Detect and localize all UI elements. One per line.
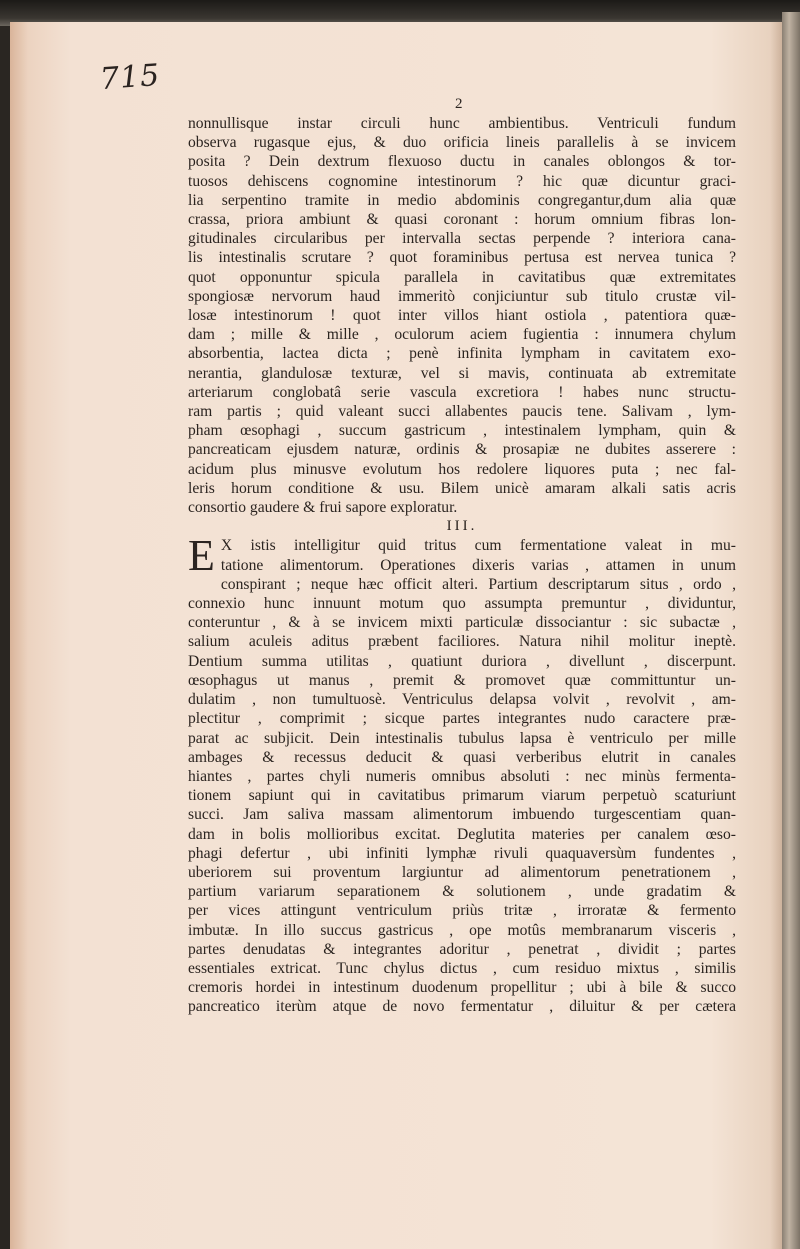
text-line: per vices attingunt ventriculum priùs tritæ , irroratæ & fermento [188,902,736,920]
text-line: pancreatico iterùm atque de novo fermentatur , diluitur & per cætera [188,998,736,1016]
text-line: lis intestinalis scrutare ? quot foraminibus pertusa est nervea tunica ? [188,249,736,267]
text-line: crassa, priora ambiunt & quasi coronant : horum omnium fibras lon- [188,211,736,229]
text-line: salium aculeis aditus præbent faciliores. Natura nihil molitur ineptè. [188,633,736,651]
handwritten-note: 715 [98,57,162,98]
text-line: conteruntur , & à se invicem mixti particulæ dissociantur : sic subactæ , [188,614,736,632]
text-line: nonnullisque instar circuli hunc ambientibus. Ventriculi fundum [188,115,736,132]
text-line: absorbentia, lactea dicta ; penè infinita lympham in cavitatem exo- [188,345,736,363]
text-line: pancreaticam ejusdem naturæ, ordinis & prosapiæ ne dubites asserere : [188,441,736,459]
text-line: losæ intestinorum ! quot inter villos hiant ostiola , patentiora quæ- [188,307,736,325]
text-line: Dentium summa utilitas , quatiunt duriora , divellunt , discerpunt. [188,652,736,670]
paragraph-1 [188,114,736,517]
text-line: connexio hunc innuunt motum quo assumpta premuntur , dividuntur, [188,595,736,613]
text-line: partes denudatas & integrantes adoritur , penetrat , dividit ; partes [188,940,736,958]
text-line: œsophagus ut manus , premit & promovet quæ committuntur un- [188,671,736,689]
text-line: gitudinales circularibus per intervalla sectas perpende ? interiora cana- [188,230,736,248]
section-heading: III. [446,518,478,535]
text-line: tionem sapiunt qui in cavitatibus primarum viarum perpetuò scaturiunt [188,787,736,805]
text-line: consortio gaudere & frui sapore exploratur. [188,499,458,517]
text-line: cremoris hordei in intestinum duodenum propellitur ; ubi à bile & succo [188,979,736,997]
text-line: essentiales extricat. Tunc chylus dictus , cum residuo mixtus , similis [188,959,736,977]
text-line: uberiorem sui proventum largiuntur ad alimentorum penetrationem , [188,863,736,881]
text-line: observa rugasque ejus, & duo orificia lineis parallelis à se invicem [188,134,736,152]
text-line: arteriarum conglobatâ serie vascula excretiora ! habes nunc structu- [188,383,736,401]
text-line: partium variarum separationem & solutionem , unde gradatim & [188,883,736,901]
text-line: dam in bolis mollioribus excitat. Deglutita materies per canalem œso- [188,825,736,843]
text-line: ambages & recessus deducit & quasi verberibus elutrit in canales [188,748,736,766]
paragraph-2 [188,531,736,1016]
text-line: imbutæ. In illo succus gastricus , ope motûs membranarum visceris , [188,921,736,939]
text-line: succi. Jam saliva massam alimentorum imbuendo turgescentiam quan- [188,806,736,824]
paragraph-2-opening [188,531,736,581]
text-line: dam ; mille & mille , oculorum aciem fugientia : innumera chylum [188,326,736,344]
text-line: plectitur , comprimit ; sicque partes integrantes nudo caractere præ- [188,710,736,728]
drop-cap: E [188,531,215,581]
text-line: spongiosæ nervorum haud immeritò conjiciuntur sub titulo crustæ vil- [188,287,736,305]
text-line: X istis intelligitur quid tritus cum fermentatione valeat in mu- [220,537,736,555]
body-text [188,114,736,1017]
text-line: hiantes , partes chyli numeris omnibus absoluti : nec minùs fermenta- [188,767,736,785]
page-stack-edge [782,12,800,1249]
text-line: quot opponuntur spicula parallela in cavitatibus quæ extremitates [188,268,736,286]
text-line: pham œsophagi , succum gastricum , intestinalem lympham, quin & [188,422,736,440]
text-line: phagi defertur , ubi infiniti lymphæ rivuli quaquaversùm fundentes , [188,844,736,862]
text-line: posita ? Dein dextrum flexuoso ductu in canales oblongos & tor- [188,153,736,171]
text-line: parat ac subjicit. Dein intestinalis tubulus lapsa è ventriculo per mille [188,729,736,747]
text-line: conspirant ; neque hæc officit alteri. Partium descriptarum situs , ordo , [220,575,736,593]
text-line: nerantia, glandulosæ texturæ, vel si mavis, continuata ab extremitate [188,364,736,382]
text-line: dulatim , non tumultuosè. Ventriculus delapsa volvit , revolvit , am- [188,691,736,709]
text-line: lia serpentino tramite in medio abdominis congregantur,dum alia quæ [188,191,736,209]
text-line: leris horum conditione & usu. Bilem unicè amaram alkali satis acris [188,479,736,497]
text-line: ram partis ; quid valeant succi allabentes paucis tene. Salivam , lym- [188,403,736,421]
text-line: acidum plus minusve evolutum hos redolere liquores puta ; nec fal- [188,460,736,478]
page-number: 2 [455,96,463,112]
text-line: tuosos dehiscens cognomine intestinorum ? hic quæ dicuntur graci- [188,172,736,190]
text-line: tatione alimentorum. Operationes dixeris varias , attamen in unum [220,556,736,574]
